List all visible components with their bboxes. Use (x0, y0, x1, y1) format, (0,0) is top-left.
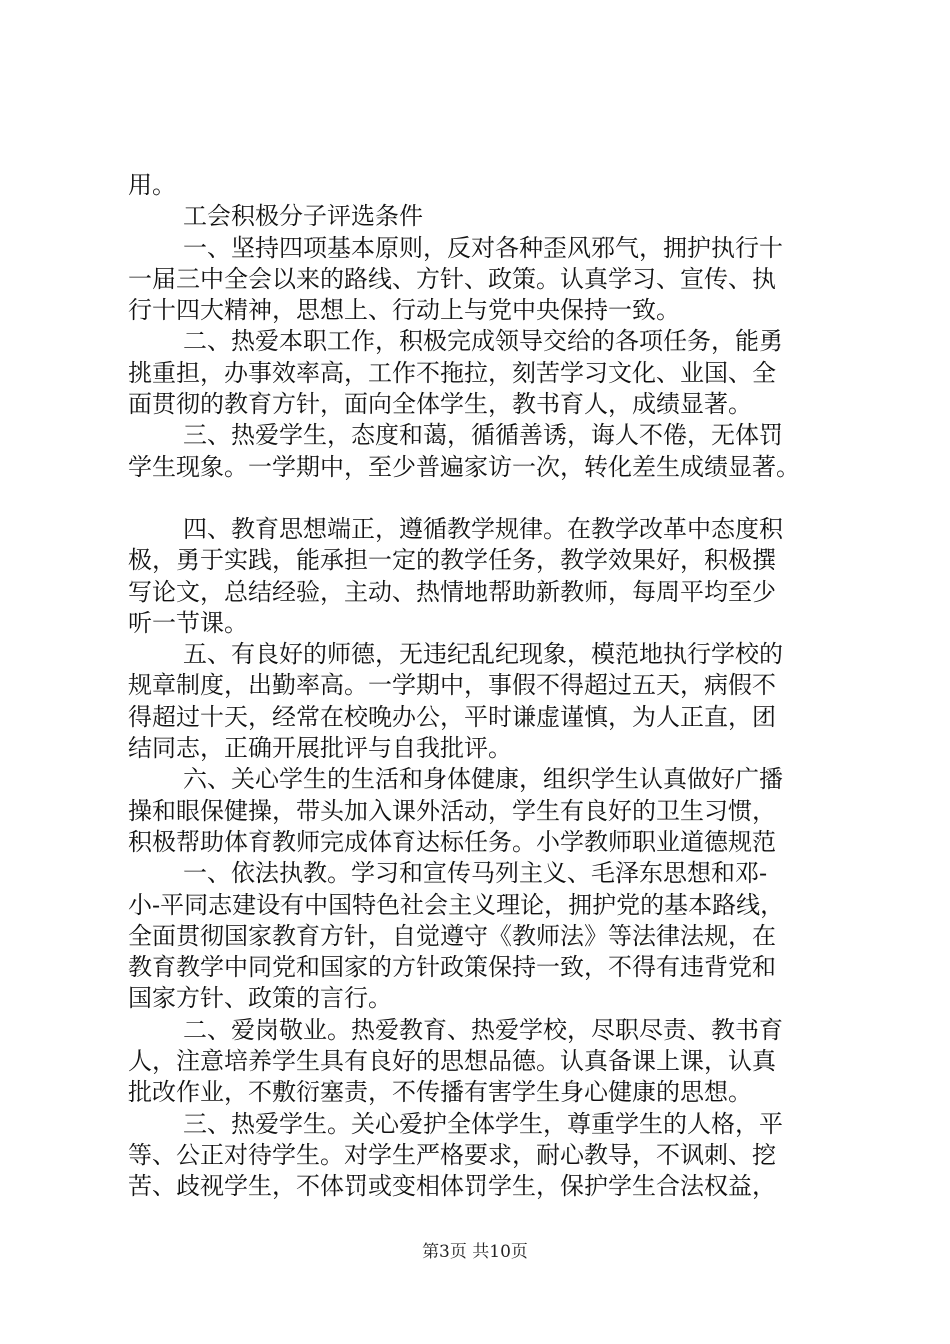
text-line: 人，注意培养学生具有良好的思想品德。认真备课上课，认真 (128, 1047, 776, 1076)
document-body (128, 170, 850, 1203)
text-line: 二、热爱本职工作，积极完成领导交给的各项任务，能勇 (183, 327, 783, 356)
text-line: 一、依法执教。学习和宣传马列主义、毛泽东思想和邓- (183, 859, 768, 888)
text-line: 挑重担，办事效率高，工作不拖拉，刻苦学习文化、业国、全 (128, 358, 776, 387)
text-line: 结同志，正确开展批评与自我批评。 (128, 734, 512, 763)
text-line: 行十四大精神，思想上、行动上与党中央保持一致。 (128, 296, 680, 325)
text-line: 面贯彻的教育方针，面向全体学生，教书育人，成绩显著。 (128, 390, 752, 419)
text-line: 等、公正对待学生。对学生严格要求，耐心教导，不讽刺、挖 (128, 1140, 776, 1169)
text-line: 国家方针、政策的言行。 (128, 984, 392, 1013)
text-line: 规章制度，出勤率高。一学期中，事假不得超过五天，病假不 (128, 671, 776, 700)
text-line: 一届三中全会以来的路线、方针、政策。认真学习、宣传、执 (128, 264, 776, 293)
text-line: 学生现象。一学期中，至少普遍家访一次，转化差生成绩显著。 (128, 452, 800, 481)
text-line: 听一节课。 (128, 608, 248, 637)
section-heading: 工会积极分子评选条件 (183, 202, 423, 231)
text-line: 小-平同志建设有中国特色社会主义理论，拥护党的基本路线， (128, 890, 785, 919)
text-line: 操和眼保健操，带头加入课外活动，学生有良好的卫生习惯， (128, 796, 776, 825)
text-line: 二、爱岗敬业。热爱教育、热爱学校，尽职尽责、教书育 (183, 1015, 783, 1044)
text-line: 五、有良好的师德，无违纪乱纪现象，模范地执行学校的 (183, 640, 783, 669)
text-line: 一、坚持四项基本原则，反对各种歪风邪气，拥护执行十 (183, 233, 783, 262)
text-line: 苦、歧视学生，不体罚或变相体罚学生，保护学生合法权益， (128, 1172, 776, 1201)
text-line: 全面贯彻国家教育方针，自觉遵守《教师法》等法律法规，在 (128, 921, 776, 950)
text-line: 写论文，总结经验，主动、热情地帮助新教师，每周平均至少 (128, 577, 776, 606)
text-line: 批改作业，不敷衍塞责，不传播有害学生身心健康的思想。 (128, 1078, 752, 1107)
text-line: 三、热爱学生，态度和蔼，循循善诱，诲人不倦，无体罚 (183, 421, 783, 450)
text-line: 六、关心学生的生活和身体健康，组织学生认真做好广播 (183, 765, 783, 794)
paragraph-gap (128, 483, 850, 514)
text-line: 四、教育思想端正，遵循教学规律。在教学改革中态度积 (183, 514, 783, 543)
text-line: 积极帮助体育教师完成体育达标任务。小学教师职业道德规范 (128, 827, 776, 856)
page-number: 第3页 共10页 (422, 1242, 528, 1262)
text-line: 极，勇于实践，能承担一定的教学任务，教学效果好，积极撰 (128, 546, 776, 575)
text-line: 教育教学中同党和国家的方针政策保持一致，不得有违背党和 (128, 953, 776, 982)
text-line: 得超过十天，经常在校晚办公，平时谦虚谨慎，为人正直，团 (128, 702, 776, 731)
text-line: 用。 (128, 171, 176, 199)
text-line: 三、热爱学生。关心爱护全体学生，尊重学生的人格，平 (183, 1109, 783, 1138)
